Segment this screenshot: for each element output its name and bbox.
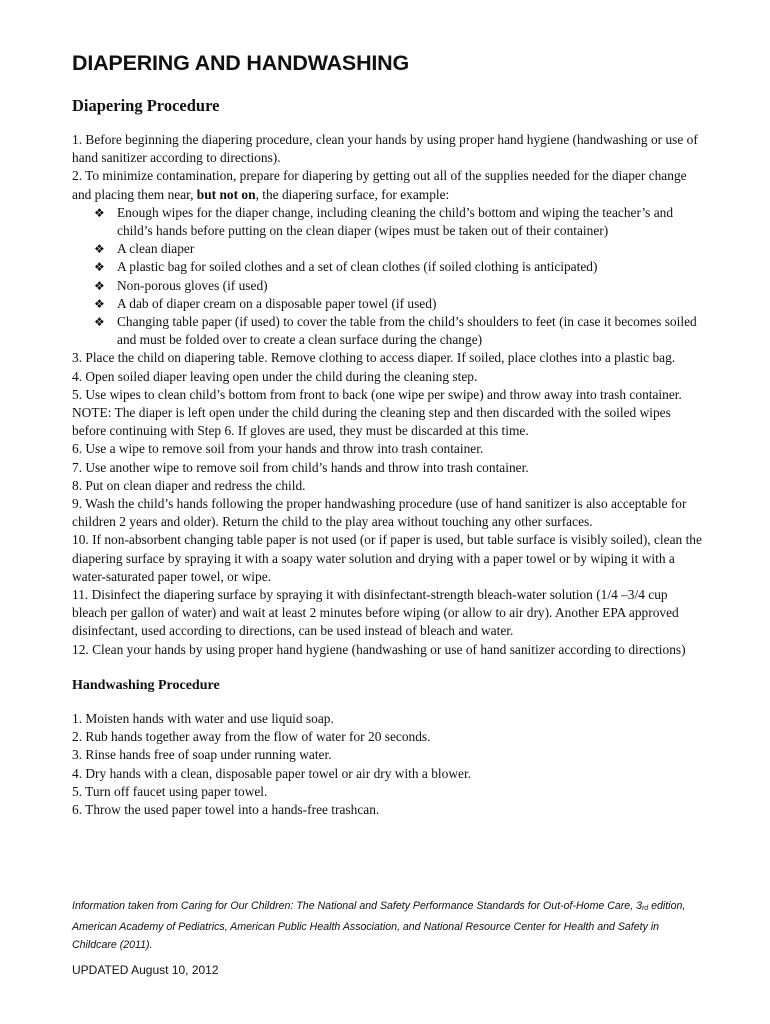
- handwashing-step-2: 2. Rub hands together away from the flow of water for 20 seconds.: [72, 729, 431, 745]
- diapering-step-1: 1. Before beginning the diapering procedure, clean your hands by using proper hand hygiene (handwashing or use of hand sanitizer according to directions).: [72, 132, 698, 166]
- diapering-step-5: 5. Use wipes to clean child’s bottom from front to back (one wipe per swipe) and throw away into trash container. NOTE: The diaper is left open under the child during the cleaning step and then discarded with the soiled wipes before continuing with Step 6. If gloves are used, they must be discarded at this time.: [72, 386, 682, 439]
- diapering-step-7: 7. Use another wipe to remove soil from child’s hands and throw into trash container.: [72, 459, 529, 475]
- citation-text-before: Information taken from Caring for Our Children: The National and Safety Performance Standards for Out-of-Home Care, 3: [72, 900, 642, 912]
- citation-ordinal-suffix: rd: [641, 905, 649, 912]
- step2-text-before: 2. To minimize contamination, prepare for diapering by getting out all of the supplies needed for the diaper change and placing them near,: [72, 168, 687, 202]
- list-item: [72, 258, 702, 276]
- diapering-step-9: 9. Wash the child’s hands following the proper handwashing procedure (use of hand sanitizer is also acceptable for children 2 years and older). Return the child to the play area without touching any other surfaces.: [72, 496, 687, 530]
- diamond-bullet-icon: ❖: [94, 315, 105, 330]
- list-item: [72, 295, 702, 313]
- list-item: [72, 277, 702, 295]
- diamond-bullet-icon: ❖: [94, 205, 105, 220]
- diapering-step-11: 11. Disinfect the diapering surface by spraying it with disinfectant-strength bleach-water solution (1/4 –3/4 cup bleach per gallon of water) and wait at least 2 minutes before wiping (or allow to air dry). Another EPA approved disinfectant, used according to directions, can be used instead of bleach and water.: [72, 587, 679, 639]
- handwashing-heading: Handwashing Procedure: [72, 677, 220, 693]
- bullet-text: Enough wipes for the diaper change, including cleaning the child’s bottom and wiping the teacher’s and child’s hands before putting on the clean diaper (wipes must be taken out of their container): [117, 204, 674, 239]
- handwashing-step-5: 5. Turn off faucet using paper towel.: [72, 783, 268, 799]
- handwashing-step-4: 4. Dry hands with a clean, disposable paper towel or air dry with a blower.: [72, 765, 472, 781]
- diapering-step-4: 4. Open soiled diaper leaving open under the child during the cleaning step.: [72, 368, 478, 384]
- diapering-step-3: 3. Place the child on diapering table. Remove clothing to access diaper. If soiled, place clothes into a plastic bag.: [72, 350, 676, 366]
- diamond-bullet-icon: ❖: [94, 296, 105, 311]
- bullet-text: A plastic bag for soiled clothes and a set of clean clothes (if soiled clothing is anticipated): [117, 259, 598, 275]
- list-item: [72, 204, 702, 240]
- list-item: [72, 240, 702, 258]
- citation-text-after: edition, American Academy of Pediatrics, American Public Health Association, and National Resource Center for Health and Safety in Childcare (2011).: [72, 900, 686, 951]
- diapering-heading: Diapering Procedure: [72, 96, 220, 115]
- document-page: [72, 50, 702, 819]
- handwashing-section: [72, 677, 702, 819]
- page-title: DIAPERING AND HANDWASHING: [72, 51, 410, 75]
- bullet-text: A dab of diaper cream on a disposable paper towel (if used): [117, 295, 437, 311]
- handwashing-step-3: 3. Rinse hands free of soap under running water.: [72, 747, 332, 763]
- list-item: [72, 313, 702, 349]
- diapering-step-12: 12. Clean your hands by using proper hand hygiene (handwashing or use of hand sanitizer according to directions): [72, 641, 686, 657]
- handwashing-step-1: 1. Moisten hands with water and use liquid soap.: [72, 710, 334, 726]
- diapering-steps: [72, 131, 702, 659]
- diapering-step-8: 8. Put on clean diaper and redress the child.: [72, 477, 306, 493]
- diapering-step-6: 6. Use a wipe to remove soil from your hands and throw into trash container.: [72, 441, 484, 457]
- bullet-text: Non-porous gloves (if used): [117, 277, 268, 293]
- step2-text-after: , the diapering surface, for example:: [255, 186, 450, 202]
- diamond-bullet-icon: ❖: [94, 242, 105, 257]
- source-citation: [72, 897, 702, 954]
- diamond-bullet-icon: ❖: [94, 260, 105, 275]
- bullet-text: Changing table paper (if used) to cover the table from the child’s shoulders to feet (in case it becomes soiled and must be folded over to create a clean surface during the change): [117, 314, 697, 348]
- diapering-step-10: 10. If non-absorbent changing table paper is not used (or if paper is used, but table surface is visibly soiled), clean the diapering surface by spraying it with a soapy water solution and drying with a paper towel or by wiping it with a water-saturated paper towel, or wipe.: [72, 532, 702, 584]
- diapering-step-2: [72, 167, 702, 203]
- diamond-bullet-icon: ❖: [94, 278, 105, 293]
- supplies-list: [72, 204, 702, 350]
- handwashing-steps: [72, 710, 702, 819]
- handwashing-step-6: 6. Throw the used paper towel into a hands-free trashcan.: [72, 801, 380, 817]
- step2-bold-text: but not on: [196, 186, 256, 202]
- bullet-text: A clean diaper: [117, 241, 195, 257]
- updated-date: UPDATED August 10, 2012: [72, 963, 219, 977]
